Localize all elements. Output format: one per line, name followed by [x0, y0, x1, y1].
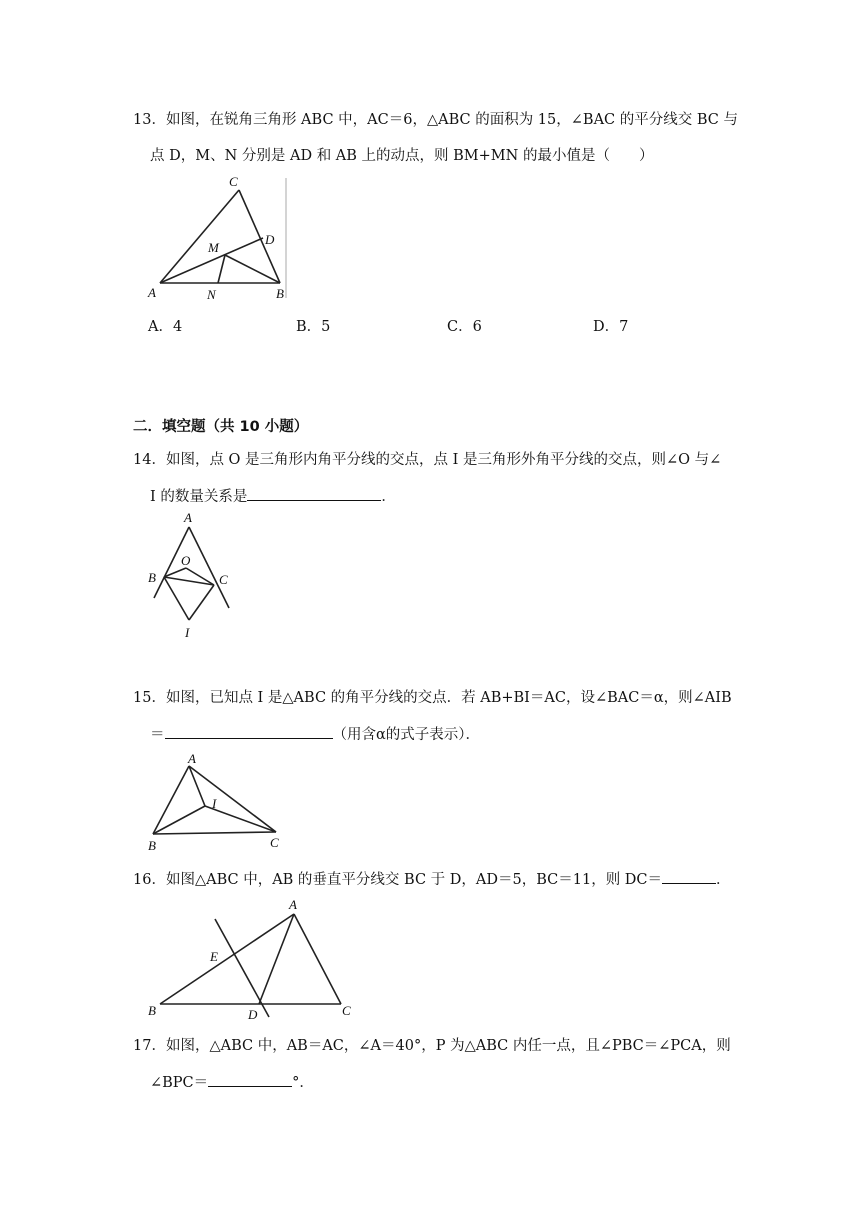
q16-label-A: A	[289, 897, 297, 912]
q13-option-c: C．6	[447, 319, 482, 335]
q13-label-M: M	[208, 240, 219, 255]
q14-label-O: O	[181, 553, 191, 568]
q14-line-2-prefix: I 的数量关系是	[150, 489, 248, 505]
q13-option-a: A．4	[148, 319, 183, 335]
q13-option-d: D．7	[593, 319, 629, 335]
q17-line-2	[150, 1071, 314, 1093]
q17-line-1: 17．如图，△ABC 中，AB＝AC，∠A＝40°，P 为△ABC 内任一点，且∠PBC＝∠PCA，则	[133, 1038, 731, 1054]
q14-label-B: B	[148, 570, 156, 585]
q15-line-1: 15．如图，已知点 I 是△ABC 的角平分线的交点．若 AB+BI＝AC，设∠BAC＝α，则∠AIB	[133, 690, 732, 706]
q13-line-2: 点 D，M、N 分别是 AD 和 AB 上的动点，则 BM+MN 的最小值是（ ）	[150, 148, 654, 164]
q17-line-2-prefix: ∠BPC＝	[150, 1075, 209, 1091]
q15-line-2-suffix: （用含α的式子表示）．	[332, 727, 481, 743]
q16-label-B: B	[148, 1003, 156, 1018]
q13-line-1: 13．如图，在锐角三角形 ABC 中，AC＝6，△ABC 的面积为 15，∠BAC 的平分线交 BC 与	[133, 112, 738, 128]
q17-answer-blank[interactable]	[208, 1071, 292, 1087]
q17-line-2-suffix: °．	[292, 1075, 314, 1091]
q15-label-A: A	[188, 751, 196, 766]
q14-label-A: A	[184, 510, 192, 525]
q15-label-B: B	[148, 838, 156, 853]
q16-label-D: D	[248, 1007, 258, 1022]
q14-label-C: C	[219, 572, 228, 587]
q14-line-1: 14．如图，点 O 是三角形内角平分线的交点，点 I 是三角形外角平分线的交点，则∠O 与∠	[133, 452, 722, 468]
q16-line-1-suffix: ．	[716, 872, 731, 888]
q13-label-N: N	[207, 287, 216, 302]
q13-label-C: C	[229, 174, 238, 189]
q15-label-C: C	[270, 835, 279, 850]
q13-label-D: D	[265, 232, 275, 247]
section-heading: 二．填空题（共 10 小题）	[133, 419, 309, 435]
q15-label-I: I	[212, 796, 217, 811]
q14-label-I: I	[185, 625, 190, 640]
q13-option-b: B．5	[296, 319, 331, 335]
q15-line-2-prefix: ＝	[150, 727, 165, 743]
q16-label-E: E	[210, 949, 218, 964]
q13-label-A: A	[148, 285, 156, 300]
q16-label-C: C	[342, 1003, 351, 1018]
q16-line-1-prefix: 16．如图△ABC 中，AB 的垂直平分线交 BC 于 D，AD＝5，BC＝11，则 DC＝	[133, 872, 663, 888]
q14-line-2-suffix: ．	[381, 489, 396, 505]
q13-label-B: B	[276, 286, 284, 301]
